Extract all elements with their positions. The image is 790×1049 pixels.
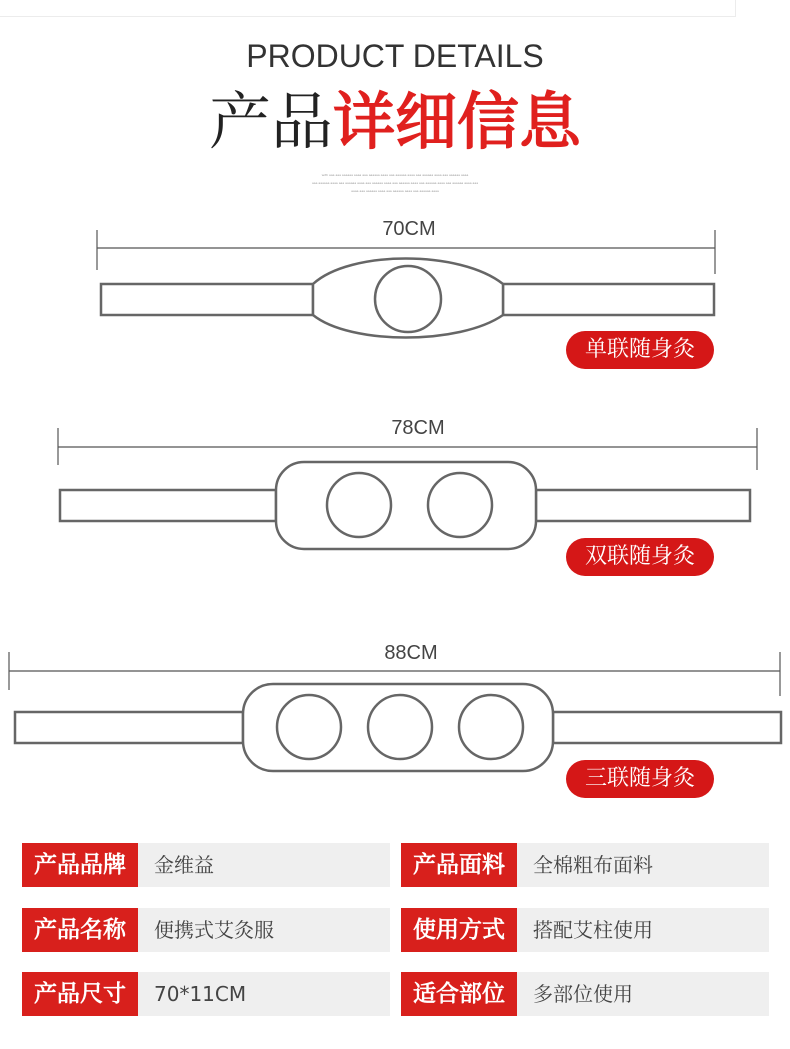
belt-strap-right	[536, 490, 750, 521]
spec-value: 便携式艾灸服	[138, 908, 390, 952]
variant-tag: 单联随身灸	[566, 331, 714, 369]
fine-print-line-3: aaaa aaa aaaaaa aaaa aaa aaaaaa aaaa aaa aaaaaa aaaa	[351, 189, 439, 193]
belt-pouch	[313, 259, 503, 338]
spec-row-size	[22, 972, 390, 1016]
spec-row-name	[22, 908, 390, 952]
section-title-accent: 详细信息	[333, 85, 582, 158]
variant-tag: 双联随身灸	[566, 538, 714, 576]
spec-key: 产品尺寸	[22, 972, 138, 1016]
spec-value: 搭配艾柱使用	[517, 908, 769, 952]
section-title-plain: 产品	[208, 85, 333, 158]
spec-value: 全棉粗布面料	[517, 843, 769, 887]
fine-print-line-1: with aaa aaa aaaaaa aaaa aaa aaaaaa aaaa aaa aaaaaa aaaa aaa aaaaaa aaaa aaa aaaaaa aaaa	[321, 173, 469, 177]
belt-single-illustration	[97, 230, 715, 338]
spec-row-body-area	[401, 972, 769, 1016]
spec-value: 70*11CM	[138, 972, 390, 1016]
spec-value: 金维益	[138, 843, 390, 887]
length-label: 70CM	[382, 218, 436, 240]
length-label: 78CM	[391, 417, 445, 439]
belt-double-illustration	[58, 428, 757, 549]
variant-tag: 三联随身灸	[566, 760, 714, 798]
spec-row-fabric	[401, 843, 769, 887]
length-label: 88CM	[384, 642, 438, 664]
belt-strap-right	[553, 712, 781, 743]
spec-row-usage	[401, 908, 769, 952]
spec-key: 产品名称	[22, 908, 138, 952]
spec-value: 多部位使用	[517, 972, 769, 1016]
spec-row-brand	[22, 843, 390, 887]
section-title-english: PRODUCT DETAILS	[246, 38, 544, 74]
belt-strap-right	[503, 284, 714, 315]
belt-strap-left	[15, 712, 243, 743]
fine-print-line-2: aaa aaaaaa aaaa aaa aaaaaa aaaa aaa aaaaaa aaaa aaa aaaaaa aaaa aaa aaaaaa aaaa aaa aaaaaa aaaa aaa	[311, 181, 479, 185]
spec-key: 产品品牌	[22, 843, 138, 887]
spec-key: 使用方式	[401, 908, 517, 952]
belt-strap-left	[60, 490, 276, 521]
belt-triple-illustration	[9, 652, 781, 771]
belt-strap-left	[101, 284, 313, 315]
spec-key: 产品面料	[401, 843, 517, 887]
belt-pouch	[276, 462, 536, 549]
spec-key: 适合部位	[401, 972, 517, 1016]
